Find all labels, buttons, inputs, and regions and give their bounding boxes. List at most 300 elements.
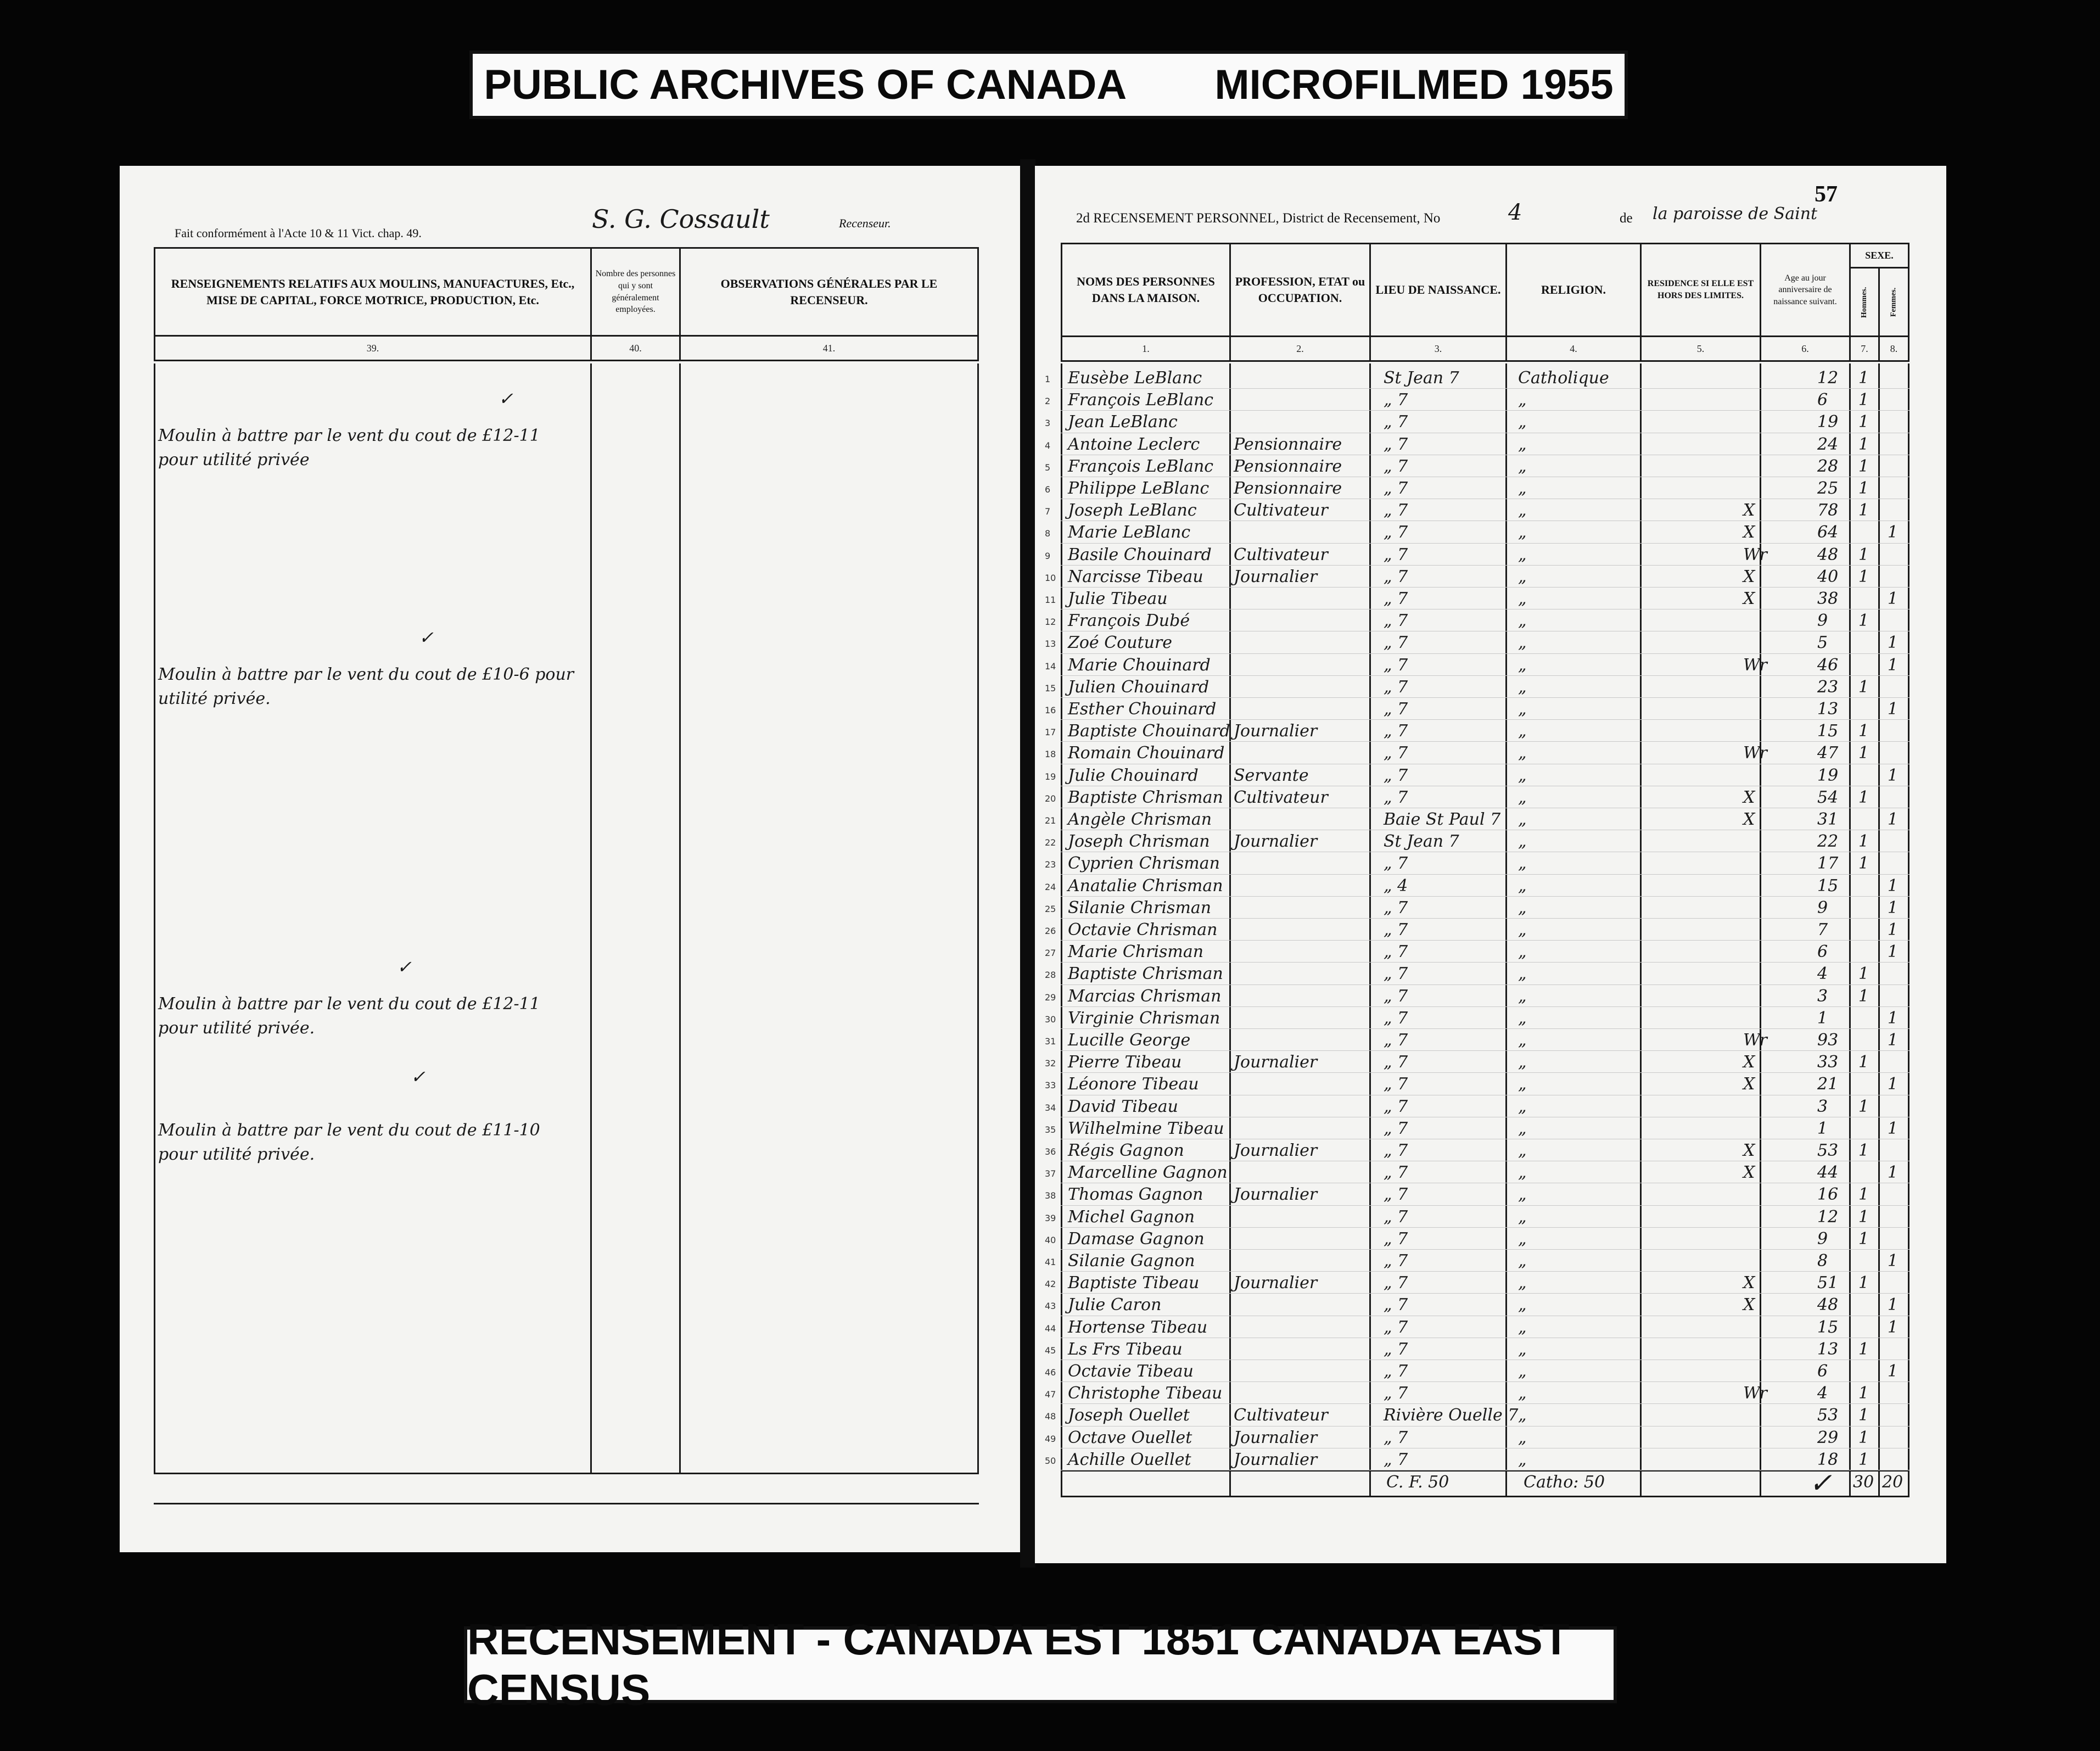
column-rule — [679, 363, 681, 1473]
census-row — [1035, 366, 1935, 390]
cell-age: 31 — [1817, 810, 1839, 829]
census-row — [1035, 830, 1935, 853]
cell-rel: „ — [1518, 1384, 1527, 1403]
cell-n: 11 — [1045, 595, 1056, 605]
cell-n: 33 — [1045, 1080, 1056, 1091]
col-employees-header: Nombre des personnes qui y sont généralement employées. — [591, 248, 680, 336]
cell-name: Angèle Chrisman — [1068, 810, 1212, 829]
cell-birth: „ 7 — [1384, 1251, 1408, 1271]
cell-name: Romain Chouinard — [1068, 743, 1225, 763]
census-row — [1035, 764, 1935, 787]
col-number: 4. — [1507, 337, 1641, 361]
cell-birth: „ 7 — [1384, 1185, 1408, 1205]
left-table-footer — [154, 1503, 979, 1504]
left-table-bottom — [154, 1473, 979, 1474]
cell-n: 20 — [1045, 793, 1056, 804]
cell-birth: „ 7 — [1384, 1207, 1408, 1227]
census-row — [1035, 675, 1935, 699]
col-residence-header: RESIDENCE SI ELLE EST HORS DES LIMITES. — [1641, 244, 1761, 337]
census-row — [1035, 1227, 1935, 1251]
cell-name: Julie Tibeau — [1068, 589, 1168, 608]
enumerator-signature: S. G. Cossault — [592, 204, 770, 234]
cell-age: 53 — [1817, 1141, 1839, 1160]
cell-birth: „ 7 — [1384, 1295, 1408, 1315]
cell-n: 35 — [1045, 1124, 1056, 1135]
banner-archives: PUBLIC ARCHIVES OF CANADA — [484, 61, 1127, 108]
cell-h: 1 — [1858, 677, 1869, 697]
cell-name: Joseph LeBlanc — [1068, 501, 1197, 521]
cell-n: 29 — [1045, 992, 1056, 1003]
census-row — [1035, 1293, 1935, 1317]
cell-name: Thomas Gagnon — [1068, 1185, 1203, 1205]
cell-rel: „ — [1518, 1163, 1527, 1183]
cell-rel: „ — [1518, 1185, 1527, 1205]
cell-rel: „ — [1518, 810, 1527, 829]
cell-name: Basile Chouinard — [1068, 545, 1212, 564]
cell-age: 48 — [1817, 1295, 1839, 1315]
cell-birth: „ 7 — [1384, 456, 1408, 476]
cell-birth: „ 7 — [1384, 633, 1408, 653]
cell-res: Wr — [1743, 1384, 1767, 1403]
cell-rel: „ — [1518, 567, 1527, 586]
cell-h: 1 — [1858, 479, 1869, 498]
census-row — [1035, 697, 1935, 721]
cell-age: 78 — [1817, 501, 1839, 521]
cell-n: 44 — [1045, 1323, 1056, 1334]
cell-age: 7 — [1817, 920, 1828, 939]
mill-entry-1: Moulin à battre par le vent du cout de £12-11 pour utilité privée — [158, 426, 540, 469]
cell-rel: „ — [1518, 589, 1527, 608]
cell-name: Régis Gagnon — [1068, 1141, 1184, 1160]
cell-age: 6 — [1817, 942, 1828, 962]
census-row — [1035, 433, 1935, 456]
cell-n: 47 — [1045, 1389, 1056, 1400]
col-observations-header: OBSERVATIONS GÉNÉRALES PAR LE RECENSEUR. — [680, 248, 978, 336]
census-row — [1035, 1381, 1935, 1405]
census-row — [1035, 521, 1935, 544]
cell-n: 30 — [1045, 1014, 1056, 1025]
cell-n: 19 — [1045, 771, 1056, 782]
cell-h: 1 — [1858, 1097, 1869, 1116]
cell-rel: „ — [1518, 1295, 1527, 1315]
cell-occ: Cultivateur — [1234, 545, 1328, 564]
column-rule — [590, 363, 592, 1473]
cell-name: Virginie Chrisman — [1068, 1008, 1220, 1028]
col-men-header: Hommes. — [1850, 268, 1879, 337]
cell-f: 1 — [1888, 1031, 1899, 1050]
left-page — [120, 166, 1020, 1552]
cell-rel: „ — [1518, 1053, 1527, 1072]
cell-rel: „ — [1518, 765, 1527, 785]
cell-rel: „ — [1518, 1251, 1527, 1271]
cell-n: 27 — [1045, 948, 1056, 959]
act-note: Fait conformément à l'Acte 10 & 11 Vict. chap. 49. — [175, 226, 422, 240]
cell-rel: „ — [1518, 523, 1527, 542]
cell-h: 1 — [1858, 832, 1869, 852]
cell-birth: „ 7 — [1384, 1031, 1408, 1050]
census-row — [1035, 1426, 1935, 1450]
cell-rel: „ — [1518, 942, 1527, 962]
cell-age: 9 — [1817, 611, 1828, 631]
cell-name: Hortense Tibeau — [1068, 1317, 1208, 1337]
cell-birth: „ 7 — [1384, 545, 1408, 564]
cell-birth: „ 7 — [1384, 854, 1408, 874]
census-header-table — [1061, 243, 1909, 362]
cell-rel: „ — [1518, 1008, 1527, 1028]
cell-rel: „ — [1518, 920, 1527, 939]
cell-name: Cyprien Chrisman — [1068, 854, 1220, 874]
cell-name: Marcias Chrisman — [1068, 986, 1222, 1006]
cell-rel: „ — [1518, 1339, 1527, 1359]
census-row — [1035, 719, 1935, 743]
census-row — [1035, 852, 1935, 875]
cell-n: 17 — [1045, 727, 1056, 738]
cell-n: 6 — [1045, 484, 1051, 495]
cell-f: 1 — [1888, 1118, 1899, 1138]
cell-n: 2 — [1045, 396, 1051, 407]
cell-rel: „ — [1518, 1075, 1527, 1094]
cell-h: 1 — [1858, 1273, 1869, 1293]
cell-age: 8 — [1817, 1251, 1828, 1271]
cell-h: 1 — [1858, 390, 1869, 410]
cell-name: Baptiste Chouinard — [1068, 721, 1230, 741]
cell-f: 1 — [1888, 1362, 1899, 1381]
cell-age: 9 — [1817, 1229, 1828, 1249]
census-row — [1035, 410, 1935, 434]
cell-rel: „ — [1518, 721, 1527, 741]
cell-birth: St Jean 7 — [1384, 832, 1459, 852]
cell-name: François LeBlanc — [1068, 456, 1214, 476]
cell-n: 43 — [1045, 1301, 1056, 1312]
cell-n: 14 — [1045, 661, 1056, 672]
cell-birth: „ 7 — [1384, 434, 1408, 454]
cell-name: Julie Chouinard — [1068, 765, 1199, 785]
census-row — [1035, 499, 1935, 522]
cell-n: 28 — [1045, 970, 1056, 981]
cell-birth: „ 7 — [1384, 920, 1408, 939]
cell-n: 12 — [1045, 617, 1056, 628]
cell-birth: „ 7 — [1384, 567, 1408, 586]
cell-res: X — [1743, 1273, 1755, 1293]
cell-age: 44 — [1817, 1163, 1839, 1183]
checkmark: ✓ — [499, 388, 513, 409]
cell-rel: „ — [1518, 1229, 1527, 1249]
cell-f: 1 — [1888, 1295, 1899, 1315]
cell-n: 31 — [1045, 1036, 1056, 1047]
cell-f: 1 — [1888, 898, 1899, 918]
cell-f: 1 — [1888, 810, 1899, 829]
cell-name: Joseph Chrisman — [1068, 832, 1210, 852]
cell-rel: „ — [1518, 1097, 1527, 1116]
cell-name: Damase Gagnon — [1068, 1229, 1205, 1249]
total-men: 30 — [1853, 1473, 1874, 1492]
cell-n: 45 — [1045, 1345, 1056, 1356]
cell-n: 50 — [1045, 1455, 1056, 1466]
cell-name: Marie Chrisman — [1068, 942, 1204, 962]
cell-h: 1 — [1858, 986, 1869, 1006]
cell-occ: Pensionnaire — [1234, 434, 1342, 454]
census-row — [1035, 1271, 1935, 1295]
cell-rel: „ — [1518, 832, 1527, 852]
cell-occ: Journalier — [1234, 832, 1318, 852]
cell-name: Jean LeBlanc — [1068, 412, 1178, 432]
cell-rel: „ — [1518, 611, 1527, 631]
census-row — [1035, 565, 1935, 589]
cell-h: 1 — [1858, 412, 1869, 432]
col-religion-header: RELIGION. — [1507, 244, 1641, 337]
cell-age: 6 — [1817, 390, 1828, 410]
cell-n: 1 — [1045, 374, 1051, 384]
cell-h: 1 — [1858, 501, 1869, 521]
cell-birth: „ 7 — [1384, 964, 1408, 984]
de-label: de — [1620, 211, 1633, 226]
census-row — [1035, 1161, 1935, 1184]
cell-n: 13 — [1045, 639, 1056, 650]
cell-birth: „ 7 — [1384, 1229, 1408, 1249]
census-row — [1035, 455, 1935, 478]
cell-rel: Catholique — [1518, 368, 1609, 388]
cell-res: X — [1743, 589, 1755, 608]
cell-age: 38 — [1817, 589, 1839, 608]
cell-age: 1 — [1817, 1118, 1828, 1138]
cell-f: 1 — [1888, 942, 1899, 962]
cell-occ: Pensionnaire — [1234, 479, 1342, 498]
cell-name: David Tibeau — [1068, 1097, 1178, 1116]
cell-name: Antoine Leclerc — [1068, 434, 1200, 454]
page-number: 57 — [1815, 182, 1838, 207]
cell-res: X — [1743, 567, 1755, 586]
cell-h: 1 — [1858, 368, 1869, 388]
cell-birth: „ 7 — [1384, 898, 1408, 918]
cell-h: 1 — [1858, 787, 1869, 807]
cell-rel: „ — [1518, 412, 1527, 432]
census-row — [1035, 1117, 1935, 1140]
cell-age: 53 — [1817, 1406, 1839, 1425]
cell-birth: „ 7 — [1384, 743, 1408, 763]
cell-birth: St Jean 7 — [1384, 368, 1459, 388]
census-row — [1035, 741, 1935, 765]
cell-birth: „ 7 — [1384, 1163, 1408, 1183]
cell-birth: „ 7 — [1384, 523, 1408, 542]
cell-n: 49 — [1045, 1433, 1056, 1444]
checkmark: ✓ — [397, 956, 412, 977]
cell-n: 9 — [1045, 550, 1051, 561]
cell-f: 1 — [1888, 589, 1899, 608]
cell-occ: Cultivateur — [1234, 501, 1328, 521]
cell-n: 7 — [1045, 506, 1051, 517]
cell-age: 15 — [1817, 876, 1839, 896]
cell-occ: Cultivateur — [1234, 1406, 1328, 1425]
census-row — [1035, 1028, 1935, 1052]
census-row — [1035, 1360, 1935, 1383]
cell-n: 41 — [1045, 1257, 1056, 1267]
cell-h: 1 — [1858, 1141, 1869, 1160]
census-row — [1035, 874, 1935, 898]
cell-birth: „ 7 — [1384, 1339, 1408, 1359]
census-row — [1035, 477, 1935, 500]
cell-rel: „ — [1518, 1428, 1527, 1447]
cell-name: Marcelline Gagnon — [1068, 1163, 1228, 1183]
census-row — [1035, 984, 1935, 1008]
cell-name: Ls Frs Tibeau — [1068, 1339, 1183, 1359]
cell-res: X — [1743, 810, 1755, 829]
cell-rel: „ — [1518, 434, 1527, 454]
cell-rel: „ — [1518, 743, 1527, 763]
cell-rel: „ — [1518, 1141, 1527, 1160]
cell-n: 48 — [1045, 1411, 1056, 1422]
cell-age: 33 — [1817, 1053, 1839, 1072]
col-number: 2. — [1230, 337, 1370, 361]
cell-occ: Journalier — [1234, 1141, 1318, 1160]
cell-f: 1 — [1888, 700, 1899, 719]
cell-res: X — [1743, 1295, 1755, 1315]
cell-birth: „ 7 — [1384, 390, 1408, 410]
cell-f: 1 — [1888, 523, 1899, 542]
cell-age: 93 — [1817, 1031, 1839, 1050]
cell-rel: „ — [1518, 1450, 1527, 1469]
col-number: 5. — [1641, 337, 1761, 361]
column-rule — [977, 363, 979, 1473]
cell-name: Anatalie Chrisman — [1068, 876, 1223, 896]
col-number: 39. — [155, 336, 591, 361]
census-row — [1035, 808, 1935, 831]
cell-age: 48 — [1817, 545, 1839, 564]
cell-f: 1 — [1888, 1251, 1899, 1271]
checkmark: ✓ — [411, 1066, 425, 1087]
cell-age: 51 — [1817, 1273, 1839, 1293]
census-row — [1035, 1095, 1935, 1118]
cell-rel: „ — [1518, 390, 1527, 410]
mill-entry-3: Moulin à battre par le vent du cout de £12-11 pour utilité privée. — [158, 994, 540, 1038]
cell-name: Baptiste Tibeau — [1068, 1273, 1200, 1293]
census-header: 2d RECENSEMENT PERSONNEL, District de Recensement, No — [1076, 211, 1441, 226]
col-number: 6. — [1761, 337, 1850, 361]
cell-rel: „ — [1518, 986, 1527, 1006]
cell-name: Julien Chouinard — [1068, 677, 1209, 697]
cell-rel: „ — [1518, 1406, 1527, 1425]
cell-n: 22 — [1045, 837, 1056, 848]
cell-n: 46 — [1045, 1367, 1056, 1378]
census-row — [1035, 388, 1935, 412]
cell-f: 1 — [1888, 633, 1899, 653]
cell-occ: Cultivateur — [1234, 787, 1328, 807]
col-number: 1. — [1062, 337, 1230, 361]
cell-n: 40 — [1045, 1234, 1056, 1245]
cell-age: 18 — [1817, 1450, 1839, 1469]
cell-rel: „ — [1518, 964, 1527, 984]
census-row — [1035, 1072, 1935, 1096]
cell-occ: Journalier — [1234, 1053, 1318, 1072]
cell-birth: „ 7 — [1384, 765, 1408, 785]
cell-name: Lucille George — [1068, 1031, 1191, 1050]
cell-rel: „ — [1518, 501, 1527, 521]
cell-occ: Journalier — [1234, 567, 1318, 586]
cell-f: 1 — [1888, 1317, 1899, 1337]
cell-rel: „ — [1518, 1207, 1527, 1227]
cell-res: X — [1743, 1053, 1755, 1072]
cell-rel: „ — [1518, 700, 1527, 719]
cell-n: 37 — [1045, 1168, 1056, 1179]
cell-res: X — [1743, 501, 1755, 521]
cell-rel: „ — [1518, 1118, 1527, 1138]
census-row — [1035, 940, 1935, 964]
cell-age: 47 — [1817, 743, 1839, 763]
cell-age: 5 — [1817, 633, 1828, 653]
cell-name: François LeBlanc — [1068, 390, 1214, 410]
cell-res: Wr — [1743, 545, 1767, 564]
census-row — [1035, 1205, 1935, 1229]
cell-name: Philippe LeBlanc — [1068, 479, 1209, 498]
tally-check: ✓ — [1809, 1467, 1832, 1499]
right-page — [1035, 166, 1946, 1563]
checkmark: ✓ — [419, 627, 434, 648]
book-spine — [1020, 159, 1035, 1568]
cell-rel: „ — [1518, 456, 1527, 476]
census-row — [1035, 1139, 1935, 1162]
cell-birth: „ 7 — [1384, 1384, 1408, 1403]
cell-age: 3 — [1817, 1097, 1828, 1116]
cell-age: 19 — [1817, 765, 1839, 785]
cell-rel: „ — [1518, 787, 1527, 807]
cell-birth: „ 7 — [1384, 655, 1408, 675]
cell-name: Octavie Tibeau — [1068, 1362, 1194, 1381]
cell-rel: „ — [1518, 898, 1527, 918]
cell-h: 1 — [1858, 611, 1869, 631]
cell-f: 1 — [1888, 920, 1899, 939]
cell-birth: „ 7 — [1384, 1273, 1408, 1293]
cell-occ: Journalier — [1234, 1185, 1318, 1205]
cell-occ: Servante — [1234, 765, 1309, 785]
cell-n: 23 — [1045, 859, 1056, 870]
cell-age: 12 — [1817, 368, 1839, 388]
cell-birth: „ 7 — [1384, 1428, 1408, 1447]
cell-name: Christophe Tibeau — [1068, 1384, 1223, 1403]
cell-birth: „ 7 — [1384, 1118, 1408, 1138]
census-row — [1035, 896, 1935, 920]
col-number: 41. — [680, 336, 978, 361]
cell-age: 17 — [1817, 854, 1839, 874]
cell-birth: „ 7 — [1384, 942, 1408, 962]
cell-rel: „ — [1518, 545, 1527, 564]
census-row — [1035, 653, 1935, 677]
cell-age: 13 — [1817, 1339, 1839, 1359]
mill-entry-4: Moulin à battre par le vent du cout de £11-10 pour utilité privée. — [158, 1121, 540, 1164]
cell-h: 1 — [1858, 1339, 1869, 1359]
col-mills-header: RENSEIGNEMENTS RELATIFS AUX MOULINS, MANUFACTURES, Etc., MISE DE CAPITAL, FORCE MOTRICE, PRODUCTION, Etc. — [155, 248, 591, 336]
census-row — [1035, 1338, 1935, 1361]
cell-h: 1 — [1858, 1428, 1869, 1447]
cell-h: 1 — [1858, 1406, 1869, 1425]
cell-birth: „ 7 — [1384, 1450, 1408, 1469]
cell-age: 64 — [1817, 523, 1839, 542]
cell-name: Marie LeBlanc — [1068, 523, 1191, 542]
cell-birth: „ 7 — [1384, 1141, 1408, 1160]
cell-occ: Journalier — [1234, 721, 1318, 741]
cell-n: 10 — [1045, 572, 1056, 583]
cell-res: X — [1743, 1163, 1755, 1183]
cell-n: 38 — [1045, 1190, 1056, 1201]
census-rows — [1035, 366, 1935, 1470]
cell-birth: „ 7 — [1384, 589, 1408, 608]
cell-birth: „ 4 — [1384, 876, 1408, 896]
cell-rel: „ — [1518, 655, 1527, 675]
district-number: 4 — [1508, 200, 1522, 225]
census-row — [1035, 609, 1935, 633]
cell-f: 1 — [1888, 765, 1899, 785]
census-table-footer — [1061, 1496, 1909, 1497]
cell-res: Wr — [1743, 743, 1767, 763]
cell-age: 21 — [1817, 1075, 1839, 1094]
